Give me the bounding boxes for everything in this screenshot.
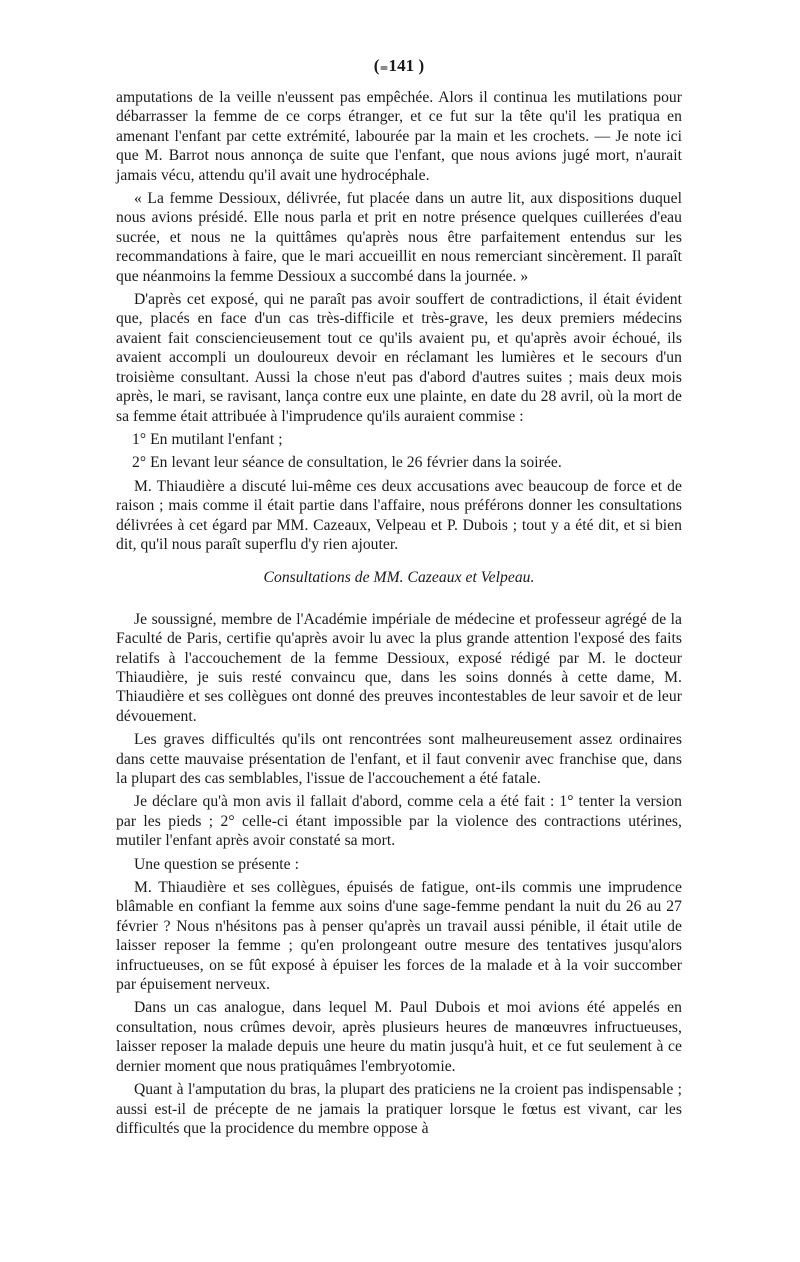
paragraph: Dans un cas analogue, dans lequel M. Paul Dubois et moi avions été appelés en consultation, nous crûmes devoir, après plusieurs heures de manœuvres infructueuses, laisser reposer la malade depuis une heure du matin jusqu'à huit, et ce fut seulement à ce dernier moment que nous pratiquâmes l'embryotomie. (116, 999, 682, 1075)
list-item: 2° En levant leur séance de consultation, le 26 février dans la soirée. (132, 454, 562, 472)
list-item: 1° En mutilant l'enfant ; (132, 430, 283, 448)
paragraph: « La femme Dessioux, délivrée, fut placée dans un autre lit, aux dispositions duquel nous avions présidé. Elle nous parla et prit en notre présence quelques cuillerées d'eau sucrée, et nous ne la quittâmes qu'après nous être parfaitement entendus sur les recommandations à faire, que le mari accueillit en nous remerciant sincèrement. Il paraît que néanmoins la femme Dessioux a succombé dans la journée. » (116, 190, 682, 285)
paragraph: Je soussigné, membre de l'Académie impériale de médecine et professeur agrégé de la Faculté de Paris, certifie qu'après avoir lu avec la plus grande attention l'exposé des faits relatifs à l'accouchement de la femme Dessioux, exposé rédigé par M. le docteur Thiaudière, je suis resté convaincu que, dans les soins donnés à cette dame, M. Thiaudière et ses collègues ont donné des preuves incontestables de leur savoir et de leur dévouement. (116, 610, 682, 725)
paragraph: M. Thiaudière et ses collègues, épuisés de fatigue, ont-ils commis une imprudence blâmable en confiant la femme aux soins d'une sage-femme pendant la nuit du 26 au 27 février ? Nous n'hésitons pas à penser qu'après un travail aussi pénible, il était utile de laisser reposer la femme ; qu'en prolongeant outre mesure des tentatives jusqu'alors infructueuses, on se fût exposé à épuiser les forces de la malade et à la voir succomber par épuisement nerveux. (116, 879, 682, 994)
paragraph: D'après cet exposé, qui ne paraît pas avoir souffert de contradictions, il était évident que, placés en face d'un cas très-difficile et très-grave, les deux premiers médecins avaient fait consciencieusement tout ce qu'ils avaient pu, et qu'après avoir échoué, ils avaient accompli un douloureux devoir en réclamant les lumières et le secours d'un troisième consultant. Aussi la chose n'eut pas d'abord d'autres suites ; mais deux mois après, le mari, se ravisant, lança contre eux une plainte, en date du 28 avril, où la mort de sa femme était attribuée à l'imprudence qu'ils auraient commise : (116, 291, 682, 425)
paragraph: Je déclare qu'à mon avis il fallait d'abord, comme cela a été fait : 1° tenter la version par les pieds ; 2° celle-ci étant impossible par la violence des contractions utérines, mutiler l'enfant après avoir constaté sa mort. (116, 793, 682, 850)
paragraph: amputations de la veille n'eussent pas empêchée. Alors il continua les mutilations pour débarrasser la femme de ce corps étranger, et ce fut sur la tête qu'il les pratiqua en amenant l'enfant par cette extrémité, labourée par la main et les crochets. — Je note ici que M. Barrot nous annonça de suite que l'enfant, que nous avions jugé mort, n'aurait jamais vécu, attendu qu'il avait une hydrocéphale. (116, 89, 682, 184)
book-page (116, 56, 682, 1142)
section-title: Consultations de MM. Cazeaux et Velpeau. (263, 569, 535, 587)
paragraph: Une question se présente : (134, 855, 299, 873)
paragraph: Les graves difficultés qu'ils ont rencontrées sont malheureusement assez ordinaires dans cette mauvaise présentation de l'enfant, et il faut convenir avec franchise que, dans la plupart des cas semblables, l'issue de l'accouchement a été fatale. (116, 731, 682, 787)
paragraph: M. Thiaudière a discuté lui-même ces deux accusations avec beaucoup de force et de raison ; mais comme il était partie dans l'affaire, nous préférons donner les consultations délivrées à cet égard par MM. Cazeaux, Velpeau et P. Dubois ; tout y a été dit, et si bien dit, qu'il nous paraît superflu d'y rien ajouter. (116, 477, 682, 553)
paragraph: Quant à l'amputation du bras, la plupart des praticiens ne la croient pas indispensable ; aussi est-il de précepte de ne jamais la pratiquer lorsque le fœtus est vivant, car les difficultés que la procidence du membre oppose à (116, 1081, 682, 1137)
page-number: (₌141 ) (373, 56, 425, 75)
